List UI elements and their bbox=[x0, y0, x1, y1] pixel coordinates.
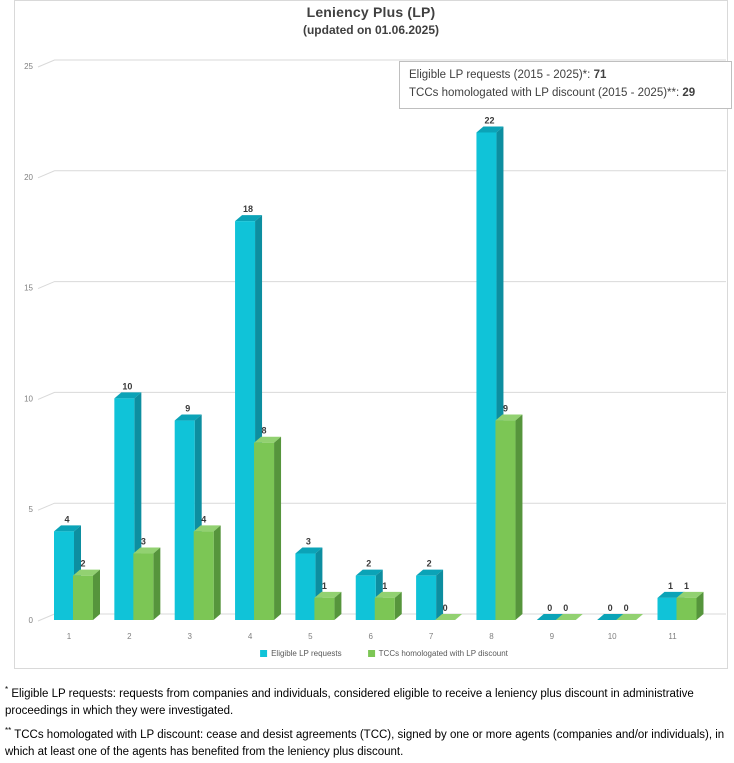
svg-text:1: 1 bbox=[321, 580, 327, 591]
footnotes bbox=[5, 681, 729, 763]
chart-title: Leniency Plus (LP) bbox=[306, 4, 436, 20]
svg-text:2: 2 bbox=[426, 558, 432, 569]
svg-text:0: 0 bbox=[28, 616, 33, 625]
svg-text:9: 9 bbox=[185, 403, 191, 414]
svg-text:5: 5 bbox=[28, 505, 33, 515]
svg-text:8: 8 bbox=[261, 425, 267, 436]
svg-text:0: 0 bbox=[563, 603, 569, 613]
svg-text:10: 10 bbox=[607, 632, 617, 641]
svg-text:3: 3 bbox=[140, 536, 146, 547]
chart-legend bbox=[260, 649, 508, 658]
svg-text:8: 8 bbox=[489, 632, 494, 641]
svg-text:25: 25 bbox=[24, 62, 33, 71]
legend-label-tccs: TCCs homologated with LP discount bbox=[378, 649, 508, 658]
svg-text:18: 18 bbox=[243, 204, 254, 215]
info-line-tccs-value: 29 bbox=[682, 87, 696, 99]
svg-text:4: 4 bbox=[201, 514, 207, 525]
svg-text:9: 9 bbox=[502, 403, 508, 414]
svg-text:20: 20 bbox=[24, 172, 33, 182]
svg-text:7: 7 bbox=[428, 632, 434, 641]
footnote-tccs bbox=[5, 722, 729, 761]
footnote-marker-2: ** bbox=[5, 725, 12, 735]
svg-text:5: 5 bbox=[308, 632, 313, 641]
svg-text:22: 22 bbox=[484, 115, 495, 126]
chart-header bbox=[15, 4, 727, 37]
footnote-text-1: Eligible LP requests: requests from companies and individuals, considered eligible to receive a leniency plus discount in administrative proceedings in which they were investigated. bbox=[5, 687, 694, 717]
legend-swatch-green-icon bbox=[368, 650, 375, 657]
summary-info-box bbox=[399, 61, 732, 109]
legend-item-eligible bbox=[260, 649, 342, 658]
svg-text:1: 1 bbox=[66, 632, 72, 641]
svg-text:6: 6 bbox=[368, 632, 373, 641]
legend-swatch-cyan-icon bbox=[260, 650, 267, 657]
svg-text:10: 10 bbox=[122, 381, 133, 392]
info-line-tccs bbox=[409, 84, 722, 102]
svg-text:1: 1 bbox=[382, 580, 388, 591]
footnote-eligible bbox=[5, 681, 729, 720]
svg-text:11: 11 bbox=[668, 632, 677, 641]
svg-text:3: 3 bbox=[305, 536, 311, 547]
svg-text:2: 2 bbox=[127, 632, 132, 641]
info-line-eligible bbox=[409, 66, 722, 84]
svg-text:0: 0 bbox=[623, 603, 629, 613]
info-line-eligible-label: Eligible LP requests (2015 - 2025)*: bbox=[409, 69, 591, 81]
svg-text:2: 2 bbox=[366, 558, 372, 569]
svg-text:10: 10 bbox=[24, 394, 33, 404]
legend-item-tccs bbox=[368, 649, 508, 658]
info-line-eligible-value: 71 bbox=[593, 69, 607, 81]
info-line-tccs-label: TCCs homologated with LP discount (2015 - 2025)**: bbox=[409, 87, 680, 99]
svg-text:9: 9 bbox=[549, 632, 555, 641]
svg-text:15: 15 bbox=[24, 283, 33, 293]
svg-text:4: 4 bbox=[247, 632, 253, 641]
svg-text:0: 0 bbox=[442, 603, 448, 613]
footnote-marker-1: * bbox=[5, 685, 9, 694]
svg-text:4: 4 bbox=[64, 514, 70, 525]
svg-text:0: 0 bbox=[547, 603, 553, 613]
legend-label-eligible: Eligible LP requests bbox=[271, 649, 342, 658]
footnote-text-2: TCCs homologated with LP discount: cease and desist agreements (TCC), signed by one or more agents (companies and/or individuals), in which at least one of the agents has benefited from the leniency plus discount. bbox=[5, 728, 725, 758]
svg-text:3: 3 bbox=[187, 632, 192, 641]
svg-text:1: 1 bbox=[683, 580, 690, 591]
svg-text:0: 0 bbox=[607, 603, 613, 613]
svg-text:1: 1 bbox=[667, 580, 674, 591]
chart-subtitle: (updated on 01.06.2025) bbox=[302, 23, 440, 37]
svg-text:2: 2 bbox=[80, 558, 86, 569]
